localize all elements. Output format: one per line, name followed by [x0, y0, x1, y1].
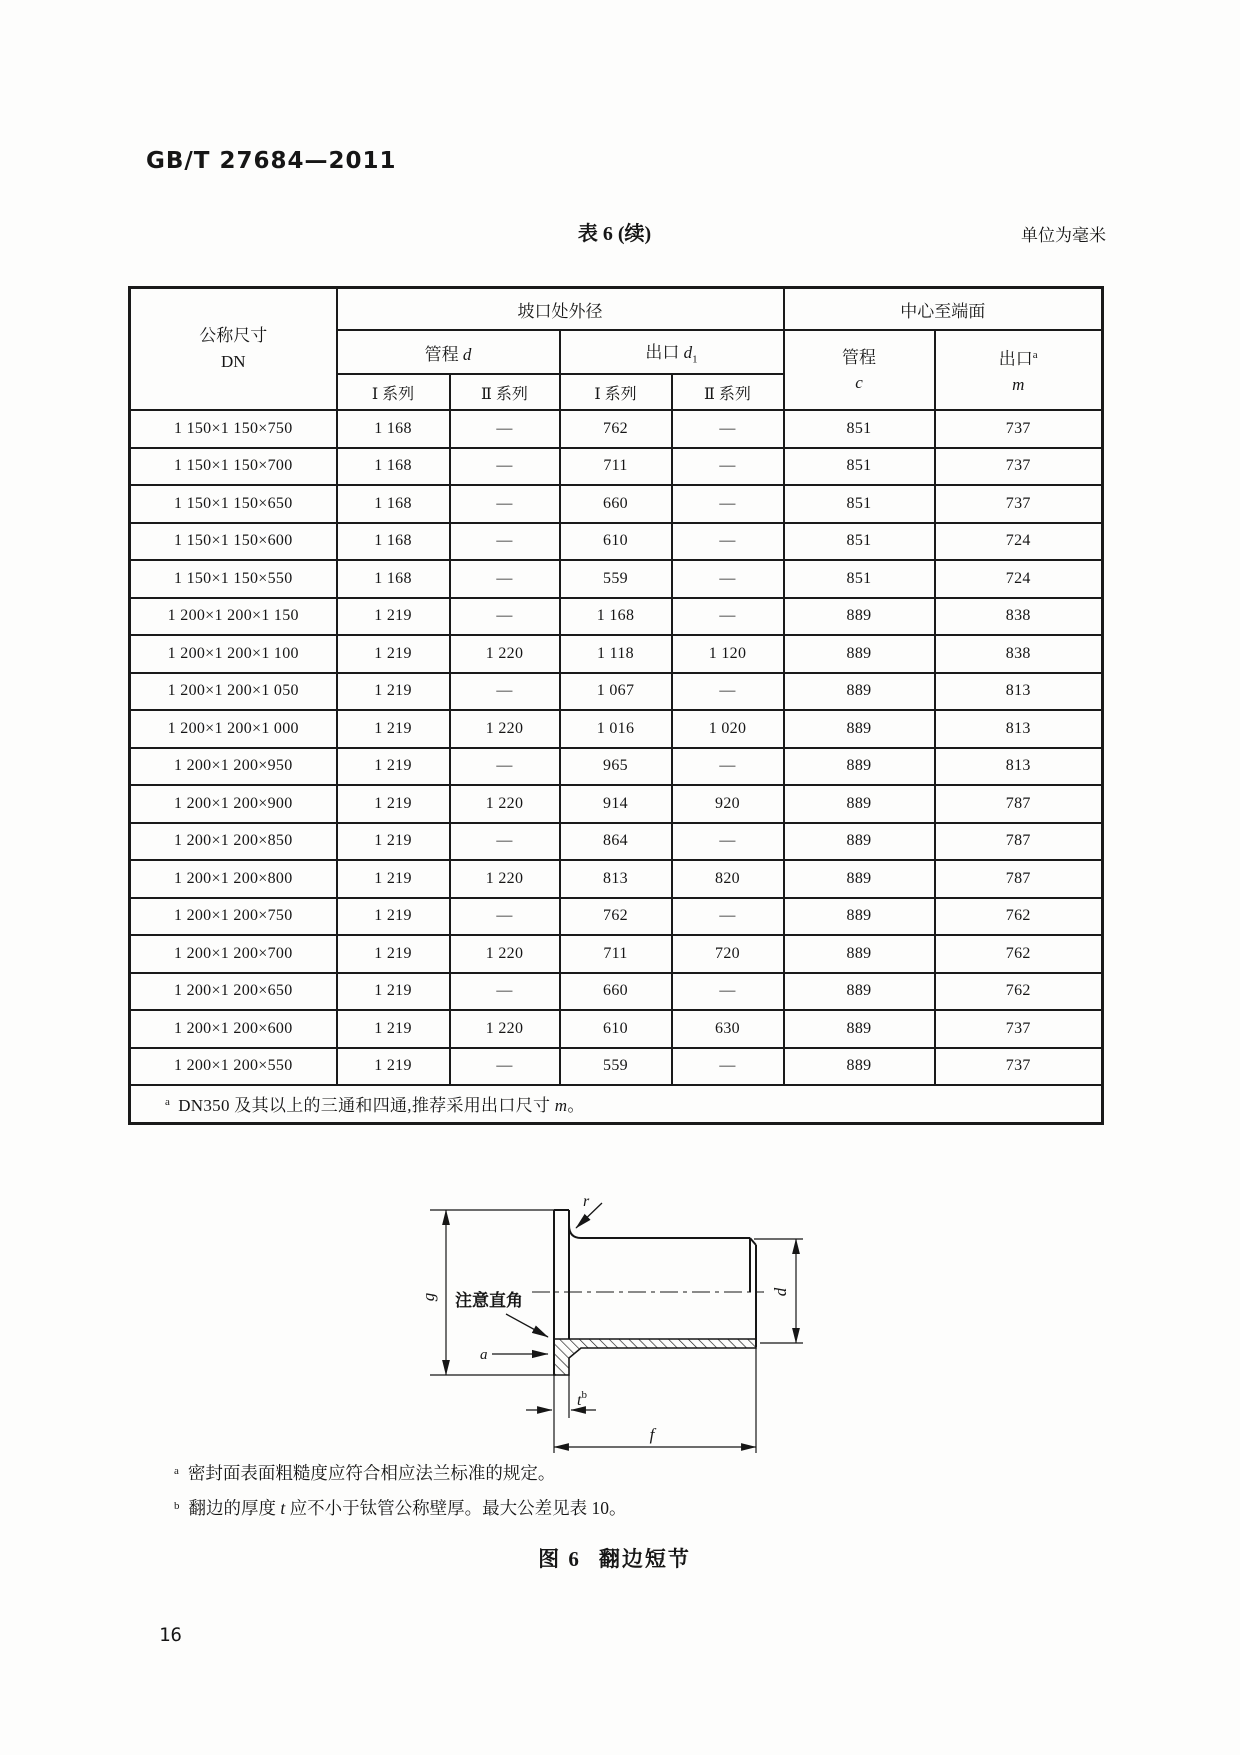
value-cell: — — [672, 898, 784, 936]
value-cell: — — [450, 823, 560, 861]
dimension-table — [128, 286, 1104, 1125]
value-cell: 787 — [935, 823, 1103, 861]
value-cell: — — [450, 523, 560, 561]
value-cell: 914 — [560, 785, 672, 823]
value-cell: 660 — [560, 973, 672, 1011]
figure-caption-title: 翻边短节 — [598, 1547, 691, 1571]
value-cell: 1 118 — [560, 635, 672, 673]
value-cell: 889 — [784, 710, 935, 748]
value-cell: — — [672, 823, 784, 861]
value-cell: — — [672, 673, 784, 711]
dim-label-t: t — [577, 1392, 582, 1409]
value-cell: — — [450, 410, 560, 448]
value-cell: 737 — [935, 448, 1103, 486]
table-row — [130, 485, 1103, 523]
figure-caption-number: 图 6 — [538, 1547, 581, 1571]
value-cell: 711 — [560, 935, 672, 973]
table-row — [130, 860, 1103, 898]
value-cell: 851 — [784, 560, 935, 598]
svg-text:tb — [577, 1389, 587, 1409]
value-cell: 1 219 — [337, 785, 450, 823]
value-cell: 889 — [784, 973, 935, 1011]
value-cell: 889 — [784, 860, 935, 898]
value-cell: 610 — [560, 1010, 672, 1048]
value-cell: 1 168 — [337, 560, 450, 598]
value-cell: 813 — [935, 673, 1103, 711]
value-cell: 559 — [560, 1048, 672, 1086]
value-cell: 1 016 — [560, 710, 672, 748]
note-right-angle-arrow — [506, 1314, 548, 1337]
value-cell: 851 — [784, 523, 935, 561]
header-dn-sub: DN — [220, 352, 246, 371]
table-row — [130, 935, 1103, 973]
dn-cell: 1 150×1 150×750 — [130, 410, 337, 448]
table-row — [130, 448, 1103, 486]
value-cell: 660 — [560, 485, 672, 523]
dn-cell: 1 200×1 200×1 000 — [130, 710, 337, 748]
dn-cell: 1 200×1 200×700 — [130, 935, 337, 973]
table-row — [130, 785, 1103, 823]
table-row — [130, 973, 1103, 1011]
value-cell: — — [672, 448, 784, 486]
value-cell: — — [672, 485, 784, 523]
header-center-outlet-label: 出口 — [998, 349, 1033, 369]
value-cell: 1 020 — [672, 710, 784, 748]
value-cell: 737 — [935, 485, 1103, 523]
dn-cell: 1 200×1 200×950 — [130, 748, 337, 786]
table-row — [130, 560, 1103, 598]
value-cell: 1 120 — [672, 635, 784, 673]
dn-cell: 1 200×1 200×600 — [130, 1010, 337, 1048]
header-outlet-var-sub: 1 — [692, 353, 698, 366]
footnote-var: m — [554, 1096, 568, 1116]
value-cell: 889 — [784, 673, 935, 711]
figure-note: $^a$ 密封面表面粗糙度应符合相应法兰标准的规定。 — [174, 1463, 556, 1483]
value-cell: 1 219 — [337, 673, 450, 711]
value-cell: — — [672, 748, 784, 786]
value-cell: 920 — [672, 785, 784, 823]
table-footnote-row — [130, 1085, 1103, 1123]
dn-cell: 1 200×1 200×550 — [130, 1048, 337, 1086]
value-cell: 762 — [935, 973, 1103, 1011]
dim-label-g: g — [419, 1292, 438, 1302]
figure-note: $^b$ 翻边的厚度 t 应不小于钛管公称壁厚。最大公差见表 10。 — [174, 1498, 627, 1518]
value-cell: — — [672, 523, 784, 561]
figure-caption — [128, 1543, 1101, 1573]
header-group-bevel: 坡口处外径 — [337, 288, 784, 331]
table-row — [130, 410, 1103, 448]
header-series-2: Ⅱ 系列 — [450, 374, 560, 410]
value-cell: 864 — [560, 823, 672, 861]
value-cell: — — [450, 973, 560, 1011]
dim-label-a: a — [480, 1347, 488, 1363]
header-pipe-var: d — [462, 344, 472, 364]
value-cell: — — [450, 748, 560, 786]
header-dn — [130, 288, 337, 411]
dn-cell: 1 200×1 200×1 150 — [130, 598, 337, 636]
value-cell: 1 219 — [337, 598, 450, 636]
header-series-3: Ⅰ 系列 — [560, 374, 672, 410]
value-cell: — — [450, 560, 560, 598]
value-cell: 889 — [784, 635, 935, 673]
value-cell: 1 220 — [450, 710, 560, 748]
value-cell: 889 — [784, 748, 935, 786]
dim-label-f: f — [649, 1425, 655, 1444]
value-cell: 1 168 — [337, 485, 450, 523]
dim-label-r: r — [583, 1193, 590, 1210]
value-cell: 838 — [935, 635, 1103, 673]
value-cell: 889 — [784, 785, 935, 823]
value-cell: 762 — [935, 898, 1103, 936]
value-cell: — — [672, 560, 784, 598]
value-cell: 737 — [935, 410, 1103, 448]
value-cell: 851 — [784, 485, 935, 523]
value-cell: 720 — [672, 935, 784, 973]
value-cell: 1 219 — [337, 823, 450, 861]
value-cell: 610 — [560, 523, 672, 561]
dn-cell: 1 150×1 150×550 — [130, 560, 337, 598]
value-cell: — — [450, 598, 560, 636]
header-center-outlet — [935, 330, 1103, 410]
header-center-pipe — [784, 330, 935, 410]
header-series-1: Ⅰ 系列 — [337, 374, 450, 410]
value-cell: — — [672, 1048, 784, 1086]
dn-cell: 1 200×1 200×1 050 — [130, 673, 337, 711]
value-cell: — — [450, 1048, 560, 1086]
table-row — [130, 748, 1103, 786]
table-footnote — [130, 1085, 1103, 1123]
table-caption: 表 6 (续) — [577, 223, 652, 245]
value-cell: — — [672, 598, 784, 636]
header-center-outlet-sup: a — [1032, 349, 1038, 362]
value-cell: 889 — [784, 935, 935, 973]
header-center-pipe-label: 管程 — [842, 348, 876, 367]
dn-cell: 1 150×1 150×650 — [130, 485, 337, 523]
header-outlet-label: 出口 — [645, 343, 680, 363]
value-cell: 1 219 — [337, 860, 450, 898]
value-cell: 1 219 — [337, 1048, 450, 1086]
header-outlet-var: d — [683, 343, 693, 363]
footnote-post: 。 — [567, 1096, 585, 1116]
value-cell: 737 — [935, 1010, 1103, 1048]
value-cell: 1 168 — [337, 410, 450, 448]
header-pipe-label: 管程 — [424, 344, 459, 364]
value-cell: 889 — [784, 823, 935, 861]
value-cell: 1 220 — [450, 1010, 560, 1048]
header-group-center: 中心至端面 — [784, 288, 1103, 331]
value-cell: — — [450, 485, 560, 523]
table-row — [130, 710, 1103, 748]
value-cell: 1 219 — [337, 635, 450, 673]
page-number: 16 — [159, 1624, 182, 1646]
footnote-sup: a — [165, 1096, 171, 1109]
value-cell: 851 — [784, 410, 935, 448]
value-cell: 1 168 — [337, 448, 450, 486]
value-cell: 1 067 — [560, 673, 672, 711]
value-cell: 787 — [935, 860, 1103, 898]
value-cell: 1 168 — [560, 598, 672, 636]
value-cell: 851 — [784, 448, 935, 486]
value-cell: 630 — [672, 1010, 784, 1048]
table-body — [130, 410, 1103, 1085]
value-cell: 737 — [935, 1048, 1103, 1086]
table-row — [130, 898, 1103, 936]
value-cell: 1 220 — [450, 785, 560, 823]
value-cell: 838 — [935, 598, 1103, 636]
value-cell: — — [672, 410, 784, 448]
header-dn-title: 公称尺寸 — [199, 326, 268, 345]
header-center-outlet-var: m — [1012, 374, 1025, 394]
table-row — [130, 598, 1103, 636]
table-row — [130, 1048, 1103, 1086]
dn-cell: 1 150×1 150×600 — [130, 523, 337, 561]
value-cell: 889 — [784, 898, 935, 936]
figure-stub-end-drawing — [380, 1170, 820, 1470]
value-cell: 559 — [560, 560, 672, 598]
table-row — [130, 523, 1103, 561]
value-cell: 762 — [560, 410, 672, 448]
note-right-angle-label: 注意直角 — [455, 1291, 523, 1310]
value-cell: 762 — [935, 935, 1103, 973]
dn-cell: 1 200×1 200×800 — [130, 860, 337, 898]
value-cell: 1 219 — [337, 710, 450, 748]
value-cell: 813 — [935, 710, 1103, 748]
dim-label-d: d — [771, 1287, 790, 1297]
dn-cell: 1 200×1 200×900 — [130, 785, 337, 823]
footnote-text: DN350 及其以上的三通和四通,推荐采用出口尺寸 — [178, 1096, 555, 1116]
dn-cell: 1 200×1 200×650 — [130, 973, 337, 1011]
table-row — [130, 1010, 1103, 1048]
value-cell: 813 — [935, 748, 1103, 786]
table-row — [130, 823, 1103, 861]
value-cell: 711 — [560, 448, 672, 486]
header-outlet-d1 — [560, 330, 784, 374]
value-cell: 1 219 — [337, 935, 450, 973]
value-cell: 1 220 — [450, 860, 560, 898]
value-cell: — — [450, 898, 560, 936]
value-cell: 889 — [784, 598, 935, 636]
figure-notes — [174, 1455, 934, 1525]
value-cell: 1 220 — [450, 935, 560, 973]
value-cell: 1 168 — [337, 523, 450, 561]
dn-cell: 1 200×1 200×750 — [130, 898, 337, 936]
header-center-pipe-var: c — [855, 373, 863, 392]
wall-section-hatch — [554, 1339, 756, 1375]
value-cell: — — [672, 973, 784, 1011]
dn-cell: 1 200×1 200×850 — [130, 823, 337, 861]
dimension-t-lines — [526, 1375, 596, 1453]
value-cell: 762 — [560, 898, 672, 936]
value-cell: 813 — [560, 860, 672, 898]
header-pipe-d — [337, 330, 560, 374]
value-cell: 965 — [560, 748, 672, 786]
value-cell: 889 — [784, 1048, 935, 1086]
value-cell: 889 — [784, 1010, 935, 1048]
standard-number: GB/T 27684—2011 — [146, 148, 397, 174]
value-cell: — — [450, 448, 560, 486]
value-cell: 1 219 — [337, 1010, 450, 1048]
value-cell: 820 — [672, 860, 784, 898]
dn-cell: 1 150×1 150×700 — [130, 448, 337, 486]
table-row — [130, 635, 1103, 673]
table-row — [130, 673, 1103, 711]
dn-cell: 1 200×1 200×1 100 — [130, 635, 337, 673]
dim-label-t-sup: b — [581, 1389, 587, 1401]
value-cell: 1 219 — [337, 973, 450, 1011]
header-series-4: Ⅱ 系列 — [672, 374, 784, 410]
value-cell: — — [450, 673, 560, 711]
value-cell: 787 — [935, 785, 1103, 823]
value-cell: 1 219 — [337, 898, 450, 936]
unit-note: 单位为毫米 — [1021, 226, 1106, 245]
value-cell: 1 219 — [337, 748, 450, 786]
value-cell: 724 — [935, 560, 1103, 598]
value-cell: 724 — [935, 523, 1103, 561]
value-cell: 1 220 — [450, 635, 560, 673]
